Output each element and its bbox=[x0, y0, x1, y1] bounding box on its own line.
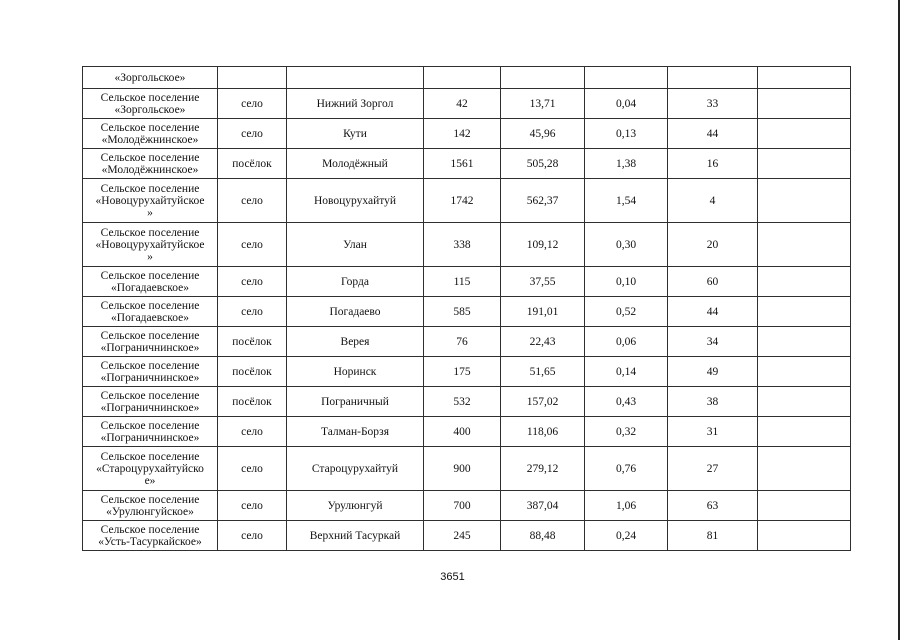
cell-settlement: Сельское поселение «Новоцурухайтуйское » bbox=[83, 179, 218, 223]
cell-settlement-type: село bbox=[218, 297, 287, 327]
cell-value-1: 45,96 bbox=[501, 119, 585, 149]
table-row bbox=[83, 521, 851, 551]
cell-locality-name: Погадаево bbox=[287, 297, 424, 327]
cell-value-3: 44 bbox=[668, 119, 758, 149]
cell-population: 245 bbox=[424, 521, 501, 551]
cell-value-3: 27 bbox=[668, 447, 758, 491]
table-body bbox=[83, 67, 851, 551]
cell-value-2: 0,76 bbox=[585, 447, 668, 491]
table-row bbox=[83, 357, 851, 387]
cell-value-1: 387,04 bbox=[501, 491, 585, 521]
cell-settlement: Сельское поселение «Пограничнинское» bbox=[83, 387, 218, 417]
cell-value-3: 38 bbox=[668, 387, 758, 417]
cell-settlement: Сельское поселение «Зоргольское» bbox=[83, 89, 218, 119]
cell-value-3: 49 bbox=[668, 357, 758, 387]
table-row bbox=[83, 89, 851, 119]
cell-value-3: 34 bbox=[668, 327, 758, 357]
cell-value-1: 505,28 bbox=[501, 149, 585, 179]
table-row bbox=[83, 67, 851, 89]
cell-settlement: Сельское поселение «Погадаевское» bbox=[83, 297, 218, 327]
cell-value-3 bbox=[668, 67, 758, 89]
cell-settlement-type: посёлок bbox=[218, 387, 287, 417]
table-row bbox=[83, 149, 851, 179]
cell-value-3: 33 bbox=[668, 89, 758, 119]
cell-settlement: Сельское поселение «Молодёжнинское» bbox=[83, 149, 218, 179]
cell-settlement: Сельское поселение «Погадаевское» bbox=[83, 267, 218, 297]
cell-settlement: Сельское поселение «Пограничнинское» bbox=[83, 327, 218, 357]
cell-population: 1561 bbox=[424, 149, 501, 179]
cell-settlement: Сельское поселение «Новоцурухайтуйское » bbox=[83, 223, 218, 267]
cell-population: 532 bbox=[424, 387, 501, 417]
cell-settlement: Сельское поселение «Урулюнгуйское» bbox=[83, 491, 218, 521]
cell-value-1: 157,02 bbox=[501, 387, 585, 417]
table-row bbox=[83, 417, 851, 447]
cell-extra bbox=[758, 89, 851, 119]
page-number: 3651 bbox=[440, 571, 465, 583]
cell-locality-name bbox=[287, 67, 424, 89]
cell-population: 400 bbox=[424, 417, 501, 447]
cell-settlement-type: село bbox=[218, 223, 287, 267]
cell-population: 142 bbox=[424, 119, 501, 149]
cell-value-3: 31 bbox=[668, 417, 758, 447]
cell-extra bbox=[758, 149, 851, 179]
cell-locality-name: Норинск bbox=[287, 357, 424, 387]
cell-value-3: 44 bbox=[668, 297, 758, 327]
cell-value-2: 0,32 bbox=[585, 417, 668, 447]
cell-value-3: 16 bbox=[668, 149, 758, 179]
cell-value-1: 37,55 bbox=[501, 267, 585, 297]
table-row bbox=[83, 447, 851, 491]
cell-value-2: 1,54 bbox=[585, 179, 668, 223]
table-row bbox=[83, 297, 851, 327]
cell-settlement-type: посёлок bbox=[218, 357, 287, 387]
cell-settlement-type: село bbox=[218, 491, 287, 521]
cell-extra bbox=[758, 67, 851, 89]
cell-value-1: 88,48 bbox=[501, 521, 585, 551]
cell-extra bbox=[758, 179, 851, 223]
cell-locality-name: Улан bbox=[287, 223, 424, 267]
cell-extra bbox=[758, 447, 851, 491]
cell-extra bbox=[758, 387, 851, 417]
cell-settlement: Сельское поселение «Пограничнинское» bbox=[83, 357, 218, 387]
cell-settlement: Сельское поселение «Староцурухайтуйско е» bbox=[83, 447, 218, 491]
cell-population bbox=[424, 67, 501, 89]
cell-settlement-type: посёлок bbox=[218, 327, 287, 357]
cell-population: 175 bbox=[424, 357, 501, 387]
table-row bbox=[83, 119, 851, 149]
cell-settlement: Сельское поселение «Молодёжнинское» bbox=[83, 119, 218, 149]
cell-value-1: 22,43 bbox=[501, 327, 585, 357]
settlement-table bbox=[82, 66, 851, 551]
cell-population: 76 bbox=[424, 327, 501, 357]
cell-value-1: 118,06 bbox=[501, 417, 585, 447]
cell-value-1: 279,12 bbox=[501, 447, 585, 491]
cell-population: 900 bbox=[424, 447, 501, 491]
cell-extra bbox=[758, 119, 851, 149]
cell-settlement: Сельское поселение «Усть-Тасуркайское» bbox=[83, 521, 218, 551]
table-row bbox=[83, 223, 851, 267]
table-row bbox=[83, 179, 851, 223]
cell-value-2 bbox=[585, 67, 668, 89]
cell-extra bbox=[758, 521, 851, 551]
cell-value-3: 4 bbox=[668, 179, 758, 223]
cell-locality-name: Урулюнгуй bbox=[287, 491, 424, 521]
cell-value-1: 562,37 bbox=[501, 179, 585, 223]
cell-population: 1742 bbox=[424, 179, 501, 223]
cell-value-2: 1,38 bbox=[585, 149, 668, 179]
cell-extra bbox=[758, 267, 851, 297]
cell-value-2: 0,10 bbox=[585, 267, 668, 297]
cell-locality-name: Верхний Тасуркай bbox=[287, 521, 424, 551]
cell-value-1 bbox=[501, 67, 585, 89]
cell-value-3: 20 bbox=[668, 223, 758, 267]
table-row bbox=[83, 327, 851, 357]
cell-value-1: 109,12 bbox=[501, 223, 585, 267]
cell-value-2: 0,30 bbox=[585, 223, 668, 267]
table-row bbox=[83, 387, 851, 417]
cell-value-2: 1,06 bbox=[585, 491, 668, 521]
cell-extra bbox=[758, 223, 851, 267]
cell-settlement-type: село bbox=[218, 89, 287, 119]
cell-extra bbox=[758, 417, 851, 447]
cell-value-2: 0,52 bbox=[585, 297, 668, 327]
table-row bbox=[83, 267, 851, 297]
cell-value-1: 191,01 bbox=[501, 297, 585, 327]
cell-population: 338 bbox=[424, 223, 501, 267]
cell-locality-name: Кути bbox=[287, 119, 424, 149]
cell-value-2: 0,06 bbox=[585, 327, 668, 357]
cell-value-3: 81 bbox=[668, 521, 758, 551]
cell-settlement-type: село bbox=[218, 119, 287, 149]
cell-value-2: 0,04 bbox=[585, 89, 668, 119]
cell-extra bbox=[758, 357, 851, 387]
cell-value-2: 0,24 bbox=[585, 521, 668, 551]
cell-locality-name: Верея bbox=[287, 327, 424, 357]
cell-extra bbox=[758, 491, 851, 521]
cell-settlement-type: посёлок bbox=[218, 149, 287, 179]
cell-population: 115 bbox=[424, 267, 501, 297]
cell-settlement-type: село bbox=[218, 417, 287, 447]
cell-extra bbox=[758, 327, 851, 357]
cell-population: 585 bbox=[424, 297, 501, 327]
cell-locality-name: Нижний Зоргол bbox=[287, 89, 424, 119]
cell-value-3: 60 bbox=[668, 267, 758, 297]
cell-locality-name: Пограничный bbox=[287, 387, 424, 417]
cell-population: 42 bbox=[424, 89, 501, 119]
cell-settlement: Сельское поселение «Пограничнинское» bbox=[83, 417, 218, 447]
cell-locality-name: Горда bbox=[287, 267, 424, 297]
cell-settlement-type: село bbox=[218, 267, 287, 297]
cell-settlement-type bbox=[218, 67, 287, 89]
settlement-table-container bbox=[82, 66, 851, 551]
cell-locality-name: Молодёжный bbox=[287, 149, 424, 179]
cell-settlement: «Зоргольское» bbox=[83, 67, 218, 89]
cell-locality-name: Новоцурухайтуй bbox=[287, 179, 424, 223]
page-edge-line bbox=[898, 0, 900, 640]
cell-value-2: 0,14 bbox=[585, 357, 668, 387]
cell-value-2: 0,13 bbox=[585, 119, 668, 149]
cell-population: 700 bbox=[424, 491, 501, 521]
cell-value-1: 13,71 bbox=[501, 89, 585, 119]
cell-value-1: 51,65 bbox=[501, 357, 585, 387]
cell-extra bbox=[758, 297, 851, 327]
table-row bbox=[83, 491, 851, 521]
cell-settlement-type: село bbox=[218, 447, 287, 491]
cell-locality-name: Староцурухайтуй bbox=[287, 447, 424, 491]
cell-value-3: 63 bbox=[668, 491, 758, 521]
cell-locality-name: Талман-Борзя bbox=[287, 417, 424, 447]
cell-settlement-type: село bbox=[218, 521, 287, 551]
cell-value-2: 0,43 bbox=[585, 387, 668, 417]
cell-settlement-type: село bbox=[218, 179, 287, 223]
